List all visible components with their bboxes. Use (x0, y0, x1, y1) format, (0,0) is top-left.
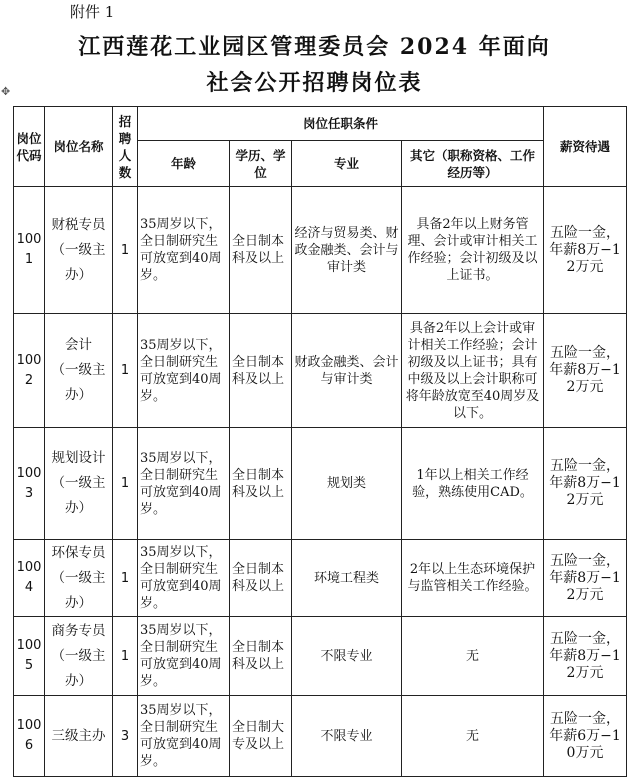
cell-major: 不限专业 (292, 617, 402, 696)
cell-major: 经济与贸易类、财政金融类、会计与审计类 (292, 187, 402, 314)
cell-salary: 五险一金，年薪8万−12万元 (544, 314, 627, 428)
header-age: 年龄 (138, 141, 230, 187)
cell-age: 35周岁以下，全日制研究生可放宽到40周岁。 (138, 314, 230, 428)
cell-major: 规划类 (292, 428, 402, 540)
cell-education: 全日制本科及以上 (230, 314, 292, 428)
cell-education: 全日制本科及以上 (230, 617, 292, 696)
cell-age: 35周岁以下，全日制研究生可放宽到40周岁。 (138, 187, 230, 314)
cell-salary: 五险一金，年薪8万−12万元 (544, 187, 627, 314)
cell-other: 无 (402, 617, 544, 696)
cell-name (45, 428, 113, 540)
cell-name (45, 540, 113, 617)
cell-count: 3 (113, 696, 138, 777)
header-salary: 薪资待遇 (544, 107, 627, 187)
header-requirements: 岗位任职条件 (138, 107, 544, 141)
table-row (14, 617, 627, 696)
cell-name (45, 187, 113, 314)
cell-name (45, 696, 113, 777)
position-level: （一级主办） (51, 647, 106, 689)
cell-major: 环境工程类 (292, 540, 402, 617)
cell-other: 无 (402, 696, 544, 777)
cell-salary: 五险一金，年薪8万−12万元 (544, 540, 627, 617)
position-name: 规划设计 (51, 450, 106, 466)
document-title-line1: 江西莲花工业园区管理委员会 2024 年面向 (78, 34, 551, 60)
cell-age: 35周岁以下，全日制研究生可放宽到40周岁。 (138, 696, 230, 777)
recruitment-table (13, 106, 627, 777)
cell-count: 1 (113, 314, 138, 428)
position-level: （一级主办） (51, 569, 106, 611)
table-move-handle-icon[interactable]: ✥ (1, 85, 11, 98)
cell-major: 财政金融类、会计与审计类 (292, 314, 402, 428)
attachment-label: 附件 1 (70, 3, 115, 21)
cell-count: 1 (113, 428, 138, 540)
header-major: 专业 (292, 141, 402, 187)
header-code: 岗位代码 (14, 107, 45, 187)
cell-code: 1004 (14, 540, 45, 617)
table-row (14, 187, 627, 314)
position-name: 财税专员 (51, 216, 106, 233)
cell-other: 1年以上相关工作经验，熟练使用CAD。 (402, 428, 544, 540)
header-count: 招聘人数 (113, 107, 138, 187)
cell-education: 全日制大专及以上 (230, 696, 292, 777)
header-education: 学历、学位 (230, 141, 292, 187)
cell-age: 35周岁以下，全日制研究生可放宽到40周岁。 (138, 428, 230, 540)
cell-other: 具备2年以上会计或审计相关工作经验；会计初级及以上证书；具有中级及以上会计职称可将年龄放宽至40周岁及以下。 (402, 314, 544, 428)
cell-salary: 五险一金，年薪8万−12万元 (544, 428, 627, 540)
position-level: （一级主办） (51, 362, 106, 403)
table-row (14, 540, 627, 617)
position-name: 商务专员 (51, 622, 106, 639)
table-row (14, 314, 627, 428)
cell-education: 全日制本科及以上 (230, 187, 292, 314)
cell-other: 2年以上生态环境保护与监管相关工作经验。 (402, 540, 544, 617)
cell-count: 1 (113, 187, 138, 314)
document-title-line2: 社会公开招聘岗位表 (206, 70, 423, 96)
header-name: 岗位名称 (45, 107, 113, 187)
position-level: （一级主办） (51, 475, 106, 516)
cell-code: 1001 (14, 187, 45, 314)
cell-education: 全日制本科及以上 (230, 428, 292, 540)
cell-code: 1005 (14, 617, 45, 696)
cell-count: 1 (113, 617, 138, 696)
cell-name (45, 314, 113, 428)
table-row (14, 428, 627, 540)
cell-salary: 五险一金，年薪6万−10万元 (544, 696, 627, 777)
cell-age: 35周岁以下，全日制研究生可放宽到40周岁。 (138, 540, 230, 617)
cell-name (45, 617, 113, 696)
cell-other: 具备2年以上财务管理、会计或审计相关工作经验；会计初级及以上证书。 (402, 187, 544, 314)
header-other: 其它（职称资格、工作经历等） (402, 141, 544, 187)
position-level: （一级主办） (51, 241, 106, 283)
table-row (14, 696, 627, 777)
cell-major: 不限专业 (292, 696, 402, 777)
position-name: 会计 (65, 337, 92, 353)
cell-code: 1006 (14, 696, 45, 777)
cell-salary: 五险一金，年薪8万−12万元 (544, 617, 627, 696)
position-name: 三级主办 (51, 727, 106, 744)
cell-code: 1002 (14, 314, 45, 428)
cell-education: 全日制本科及以上 (230, 540, 292, 617)
cell-age: 35周岁以下，全日制研究生可放宽到40周岁。 (138, 617, 230, 696)
cell-count: 1 (113, 540, 138, 617)
position-name: 环保专员 (51, 544, 106, 561)
cell-code: 1003 (14, 428, 45, 540)
